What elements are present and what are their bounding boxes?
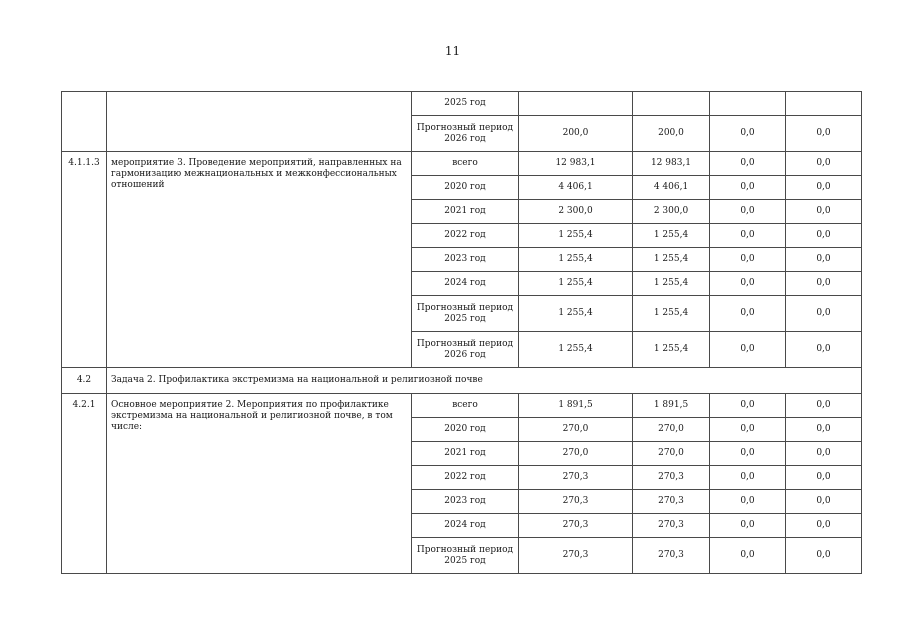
item-name-cell: Основное мероприятие 2. Мероприятия по профилактике экстремизма на национальной и религиозной почве, в том числе:: [107, 394, 412, 574]
value-cell: 0,0: [786, 332, 862, 368]
value-cell: 0,0: [710, 176, 786, 200]
value-cell: 1 255,4: [519, 272, 633, 296]
value-cell: 0,0: [786, 200, 862, 224]
value-cell: 1 255,4: [633, 224, 710, 248]
table-row: [62, 152, 862, 176]
value-cell: 1 891,5: [633, 394, 710, 418]
value-cell: 0,0: [786, 538, 862, 574]
table-row: [62, 92, 862, 116]
row-number-cell: [62, 92, 107, 152]
period-cell: 2023 год: [412, 248, 519, 272]
value-cell: 0,0: [710, 490, 786, 514]
table-row: [62, 394, 862, 418]
value-cell: 270,3: [633, 538, 710, 574]
value-cell: 1 255,4: [633, 332, 710, 368]
value-cell: 1 891,5: [519, 394, 633, 418]
value-cell: [710, 92, 786, 116]
value-cell: 0,0: [710, 200, 786, 224]
value-cell: 0,0: [786, 514, 862, 538]
period-cell: 2023 год: [412, 490, 519, 514]
period-cell: 2024 год: [412, 272, 519, 296]
value-cell: 1 255,4: [519, 224, 633, 248]
value-cell: 0,0: [710, 224, 786, 248]
period-cell: Прогнозный период 2026 год: [412, 332, 519, 368]
period-cell: всего: [412, 152, 519, 176]
value-cell: 0,0: [710, 296, 786, 332]
value-cell: 0,0: [786, 152, 862, 176]
value-cell: 0,0: [710, 514, 786, 538]
period-cell: 2020 год: [412, 418, 519, 442]
value-cell: 0,0: [786, 176, 862, 200]
task-number-cell: 4.2: [62, 368, 107, 394]
value-cell: 0,0: [710, 394, 786, 418]
value-cell: 270,3: [633, 490, 710, 514]
value-cell: 200,0: [633, 116, 710, 152]
value-cell: 0,0: [710, 466, 786, 490]
value-cell: 0,0: [710, 418, 786, 442]
value-cell: 0,0: [786, 394, 862, 418]
value-cell: 1 255,4: [519, 248, 633, 272]
period-cell: Прогнозный период 2025 год: [412, 296, 519, 332]
value-cell: 0,0: [710, 152, 786, 176]
value-cell: 270,3: [519, 490, 633, 514]
table-row: [62, 368, 862, 394]
value-cell: 270,0: [519, 442, 633, 466]
value-cell: 0,0: [786, 296, 862, 332]
period-cell: 2022 год: [412, 466, 519, 490]
value-cell: [633, 92, 710, 116]
value-cell: 200,0: [519, 116, 633, 152]
value-cell: 0,0: [786, 418, 862, 442]
value-cell: [786, 92, 862, 116]
value-cell: 0,0: [786, 248, 862, 272]
period-cell: 2021 год: [412, 442, 519, 466]
value-cell: 270,3: [633, 466, 710, 490]
value-cell: 270,0: [519, 418, 633, 442]
value-cell: 2 300,0: [633, 200, 710, 224]
value-cell: 0,0: [710, 248, 786, 272]
value-cell: 1 255,4: [519, 296, 633, 332]
value-cell: 2 300,0: [519, 200, 633, 224]
value-cell: 0,0: [786, 224, 862, 248]
value-cell: 0,0: [710, 116, 786, 152]
value-cell: 0,0: [710, 442, 786, 466]
period-cell: 2020 год: [412, 176, 519, 200]
value-cell: 1 255,4: [519, 332, 633, 368]
value-cell: 270,0: [633, 442, 710, 466]
period-cell: 2021 год: [412, 200, 519, 224]
value-cell: 270,3: [633, 514, 710, 538]
value-cell: 1 255,4: [633, 296, 710, 332]
value-cell: 0,0: [786, 272, 862, 296]
value-cell: 1 255,4: [633, 272, 710, 296]
value-cell: 0,0: [786, 490, 862, 514]
value-cell: 12 983,1: [633, 152, 710, 176]
budget-table: [61, 91, 862, 574]
period-cell: всего: [412, 394, 519, 418]
task-title-cell: Задача 2. Профилактика экстремизма на национальной и религиозной почве: [107, 368, 862, 394]
value-cell: 0,0: [786, 466, 862, 490]
value-cell: 0,0: [710, 538, 786, 574]
item-number-cell: 4.2.1: [62, 394, 107, 574]
item-number-cell: 4.1.1.3: [62, 152, 107, 368]
period-cell: 2025 год: [412, 92, 519, 116]
value-cell: 270,3: [519, 466, 633, 490]
value-cell: 270,0: [633, 418, 710, 442]
row-name-cell: [107, 92, 412, 152]
value-cell: 0,0: [710, 332, 786, 368]
period-cell: 2024 год: [412, 514, 519, 538]
value-cell: [519, 92, 633, 116]
value-cell: 4 406,1: [633, 176, 710, 200]
value-cell: 0,0: [710, 272, 786, 296]
value-cell: 270,3: [519, 538, 633, 574]
value-cell: 0,0: [786, 116, 862, 152]
value-cell: 12 983,1: [519, 152, 633, 176]
value-cell: 4 406,1: [519, 176, 633, 200]
period-cell: Прогнозный период 2025 год: [412, 538, 519, 574]
value-cell: 270,3: [519, 514, 633, 538]
value-cell: 0,0: [786, 442, 862, 466]
period-cell: 2022 год: [412, 224, 519, 248]
period-cell: Прогнозный период 2026 год: [412, 116, 519, 152]
item-name-cell: мероприятие 3. Проведение мероприятий, направленных на гармонизацию межнациональных и межконфессиональных отношений: [107, 152, 412, 368]
page-number: 11: [444, 44, 461, 58]
value-cell: 1 255,4: [633, 248, 710, 272]
